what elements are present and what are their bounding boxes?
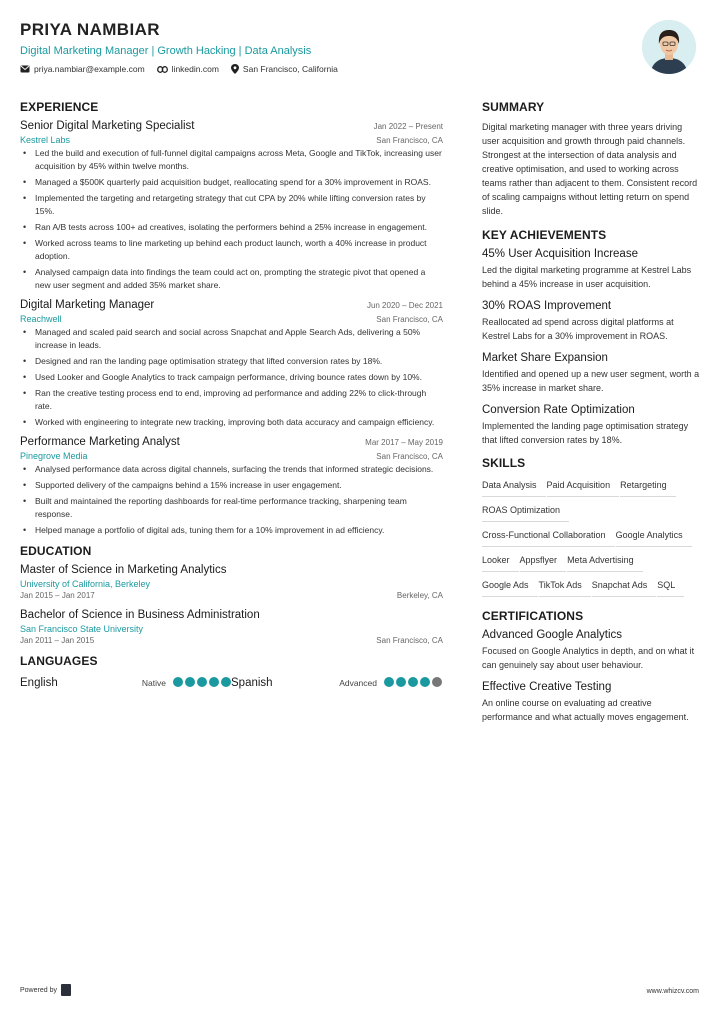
job-bullet: • Analysed campaign data into findings the team could act on, prompting the strategic pivot that opened a new user segment and added 35% market share. bbox=[20, 266, 443, 292]
job-date: Jun 2020 – Dec 2021 bbox=[366, 301, 443, 310]
rating-dot-filled bbox=[185, 677, 195, 687]
skill-tag: Google Analytics bbox=[616, 526, 692, 547]
job-date: Jan 2022 – Present bbox=[373, 122, 443, 131]
achievement-desc: Identified and opened up a new user segment, worth a 35% increase in market share. bbox=[482, 369, 700, 393]
education-location: Berkeley, CA bbox=[396, 591, 443, 600]
envelope-icon bbox=[20, 65, 30, 73]
company-name: Reachwell bbox=[20, 314, 62, 324]
email-text: priya.nambiar@example.com bbox=[34, 64, 145, 74]
resume-header bbox=[20, 20, 620, 74]
job-bullet: • Worked across teams to line marketing up behind each product launch, worth a 40% increase in product adoption. bbox=[20, 237, 443, 263]
rating-dot-filled bbox=[221, 677, 231, 687]
contact-email[interactable] bbox=[20, 64, 145, 74]
language-name: Spanish bbox=[231, 677, 273, 689]
rating-dot-filled bbox=[396, 677, 406, 687]
skills-heading: SKILLS bbox=[482, 456, 526, 470]
skill-tag: Paid Acquisition bbox=[547, 476, 620, 497]
education-heading: EDUCATION bbox=[20, 544, 92, 558]
skill-tag: Google Ads bbox=[482, 576, 538, 597]
achievement-item bbox=[482, 248, 700, 291]
achievement-desc: Led the digital marketing programme at Kestrel Labs behind a 45% increase in user acquisition. bbox=[482, 265, 692, 289]
job-bullet: • Managed a $500K quarterly paid acquisition budget, reallocating spend for a 30% improvement in ROAS. bbox=[20, 176, 443, 189]
certifications-heading: CERTIFICATIONS bbox=[482, 609, 584, 623]
education-location: San Francisco, CA bbox=[376, 636, 443, 645]
language-rating bbox=[382, 674, 442, 692]
link-icon bbox=[157, 66, 168, 73]
website-text: linkedin.com bbox=[171, 64, 219, 74]
job-title: Performance Marketing Analyst bbox=[20, 436, 180, 448]
avatar-illustration bbox=[642, 20, 696, 74]
rating-dot-filled bbox=[209, 677, 219, 687]
job-entry bbox=[20, 436, 443, 537]
skill-tag: Retargeting bbox=[620, 476, 676, 497]
company-name: Pinegrove Media bbox=[20, 451, 88, 461]
certification-item bbox=[482, 681, 700, 724]
degree-title: Bachelor of Science in Business Administration bbox=[20, 609, 260, 621]
job-location: San Francisco, CA bbox=[376, 452, 443, 461]
job-entry bbox=[20, 299, 443, 429]
job-bullet: • Ran the creative testing process end to end, improving ad performance and adding 22% to click-through rate. bbox=[20, 387, 443, 413]
achievement-item bbox=[482, 404, 700, 447]
skill-tag: Snapchat Ads bbox=[592, 576, 657, 597]
certification-item bbox=[482, 629, 700, 672]
skill-tag: SQL bbox=[657, 576, 684, 597]
rating-dot-filled bbox=[197, 677, 207, 687]
rating-dot-filled bbox=[173, 677, 183, 687]
education-date: Jan 2011 – Jan 2015 bbox=[20, 636, 95, 645]
job-bullet: • Ran A/B tests across 100+ ad creatives, isolating the performers behind a 25% increase in engagement. bbox=[20, 221, 443, 234]
achievement-desc: Implemented the landing page optimisation strategy that lifted conversion rates by 18%. bbox=[482, 421, 689, 445]
job-date: Mar 2017 – May 2019 bbox=[365, 438, 443, 447]
job-bullet: • Analysed performance data across digital channels, surfacing the trends that informed strategic decisions. bbox=[20, 463, 443, 476]
summary-text: Digital marketing manager with three years driving user acquisition and growth through paid channels. Strongest at the intersection of data analysis and creative optimisation, and used to working across teams rather than adjacent to them. Consistent record of scaling campaigns without letting return on spend slide. bbox=[482, 122, 698, 216]
achievement-desc: Reallocated ad spend across digital platforms at Kestrel Labs for a 30% improvement in ROAS. bbox=[482, 317, 674, 341]
job-bullet: • Used Looker and Google Analytics to track campaign performance, driving bounce rates down by 10%. bbox=[20, 371, 443, 384]
footer-site-link[interactable]: www.whizcv.com bbox=[646, 988, 699, 995]
achievement-title: Market Share Expansion bbox=[482, 352, 608, 364]
achievement-title: Conversion Rate Optimization bbox=[482, 404, 635, 416]
job-entry bbox=[20, 120, 443, 292]
job-location: San Francisco, CA bbox=[376, 136, 443, 145]
job-bullets bbox=[20, 147, 443, 292]
job-bullet: • Designed and ran the landing page optimisation strategy that lifted conversion rates by 18%. bbox=[20, 355, 443, 368]
certification-desc: Focused on Google Analytics in depth, and on what it can genuinely say about user behaviour. bbox=[482, 646, 695, 670]
location-text: San Francisco, California bbox=[242, 64, 338, 74]
company-name: Kestrel Labs bbox=[20, 135, 71, 145]
language-rating bbox=[171, 674, 231, 692]
language-item bbox=[231, 674, 442, 692]
achievement-item bbox=[482, 352, 700, 395]
job-location: San Francisco, CA bbox=[376, 315, 443, 324]
contact-location bbox=[231, 64, 338, 74]
achievement-title: 30% ROAS Improvement bbox=[482, 300, 612, 312]
summary-heading: SUMMARY bbox=[482, 100, 545, 114]
job-bullet: • Built and maintained the reporting dashboards for real-time performance tracking, sharpening team response. bbox=[20, 495, 443, 521]
skills-list bbox=[482, 476, 700, 601]
map-pin-icon bbox=[231, 64, 239, 74]
achievement-item bbox=[482, 300, 700, 343]
language-name: English bbox=[20, 677, 58, 689]
degree-title: Master of Science in Marketing Analytics bbox=[20, 564, 227, 576]
languages-list bbox=[20, 674, 443, 692]
education-date: Jan 2015 – Jan 2017 bbox=[20, 591, 95, 600]
job-bullets bbox=[20, 463, 443, 537]
language-level: Native bbox=[141, 678, 166, 688]
experience-heading: EXPERIENCE bbox=[20, 100, 99, 114]
skill-tag: Appsflyer bbox=[520, 551, 567, 572]
certification-title: Effective Creative Testing bbox=[482, 681, 612, 693]
job-bullet: • Implemented the targeting and retargeting strategy that cut CPA by 20% while lifting conversion rates by 15%. bbox=[20, 192, 443, 218]
powered-by[interactable] bbox=[20, 984, 71, 996]
job-bullet: • Led the build and execution of full-funnel digital campaigns across Meta, Google and TikTok, increasing user acquisition by 45% within twelve months. bbox=[20, 147, 443, 173]
achievements-heading: KEY ACHIEVEMENTS bbox=[482, 228, 607, 242]
rating-dot-filled bbox=[420, 677, 430, 687]
job-bullet: • Managed and scaled paid search and social across Snapchat and Apple Search Ads, delivering a 50% increase in leads. bbox=[20, 326, 443, 352]
job-title: Senior Digital Marketing Specialist bbox=[20, 120, 195, 132]
languages-heading: LANGUAGES bbox=[20, 654, 98, 668]
language-item bbox=[20, 674, 231, 692]
achievement-title: 45% User Acquisition Increase bbox=[482, 248, 638, 260]
education-entry bbox=[20, 609, 443, 645]
certification-title: Advanced Google Analytics bbox=[482, 629, 623, 641]
job-title: Digital Marketing Manager bbox=[20, 299, 155, 311]
skill-tag: Looker bbox=[482, 551, 519, 572]
left-column bbox=[20, 100, 443, 692]
skill-tag: Cross-Functional Collaboration bbox=[482, 526, 615, 547]
rating-dot-filled bbox=[408, 677, 418, 687]
job-bullets bbox=[20, 326, 443, 429]
school-name: San Francisco State University bbox=[20, 624, 144, 634]
contact-row bbox=[20, 64, 620, 74]
rating-dot-empty bbox=[432, 677, 442, 687]
contact-website[interactable] bbox=[157, 64, 219, 74]
skill-tag: Data Analysis bbox=[482, 476, 546, 497]
job-bullet: • Worked with engineering to integrate new tracking, improving both data accuracy and campaign efficiency. bbox=[20, 416, 443, 429]
school-name: University of California, Berkeley bbox=[20, 579, 151, 589]
job-bullet: • Supported delivery of the campaigns behind a 15% increase in user engagement. bbox=[20, 479, 443, 492]
brand-logo-icon bbox=[61, 984, 71, 996]
skill-tag: TikTok Ads bbox=[539, 576, 591, 597]
right-column bbox=[482, 100, 700, 733]
education-entry bbox=[20, 564, 443, 600]
candidate-headline: Digital Marketing Manager | Growth Hacking | Data Analysis bbox=[20, 45, 312, 57]
certification-desc: An online course on evaluating ad creative performance and what actually moves engagement. bbox=[482, 698, 689, 722]
job-bullet: • Helped manage a portfolio of digital ads, tuning them for a 10% improvement in ad efficiency. bbox=[20, 524, 443, 537]
skill-tag: Meta Advertising bbox=[567, 551, 643, 572]
candidate-name: PRIYA NAMBIAR bbox=[20, 20, 160, 39]
rating-dot-filled bbox=[384, 677, 394, 687]
powered-by-text: Powered by bbox=[20, 986, 57, 994]
language-level: Advanced bbox=[339, 678, 377, 688]
skill-tag: ROAS Optimization bbox=[482, 501, 569, 522]
avatar bbox=[642, 20, 696, 74]
